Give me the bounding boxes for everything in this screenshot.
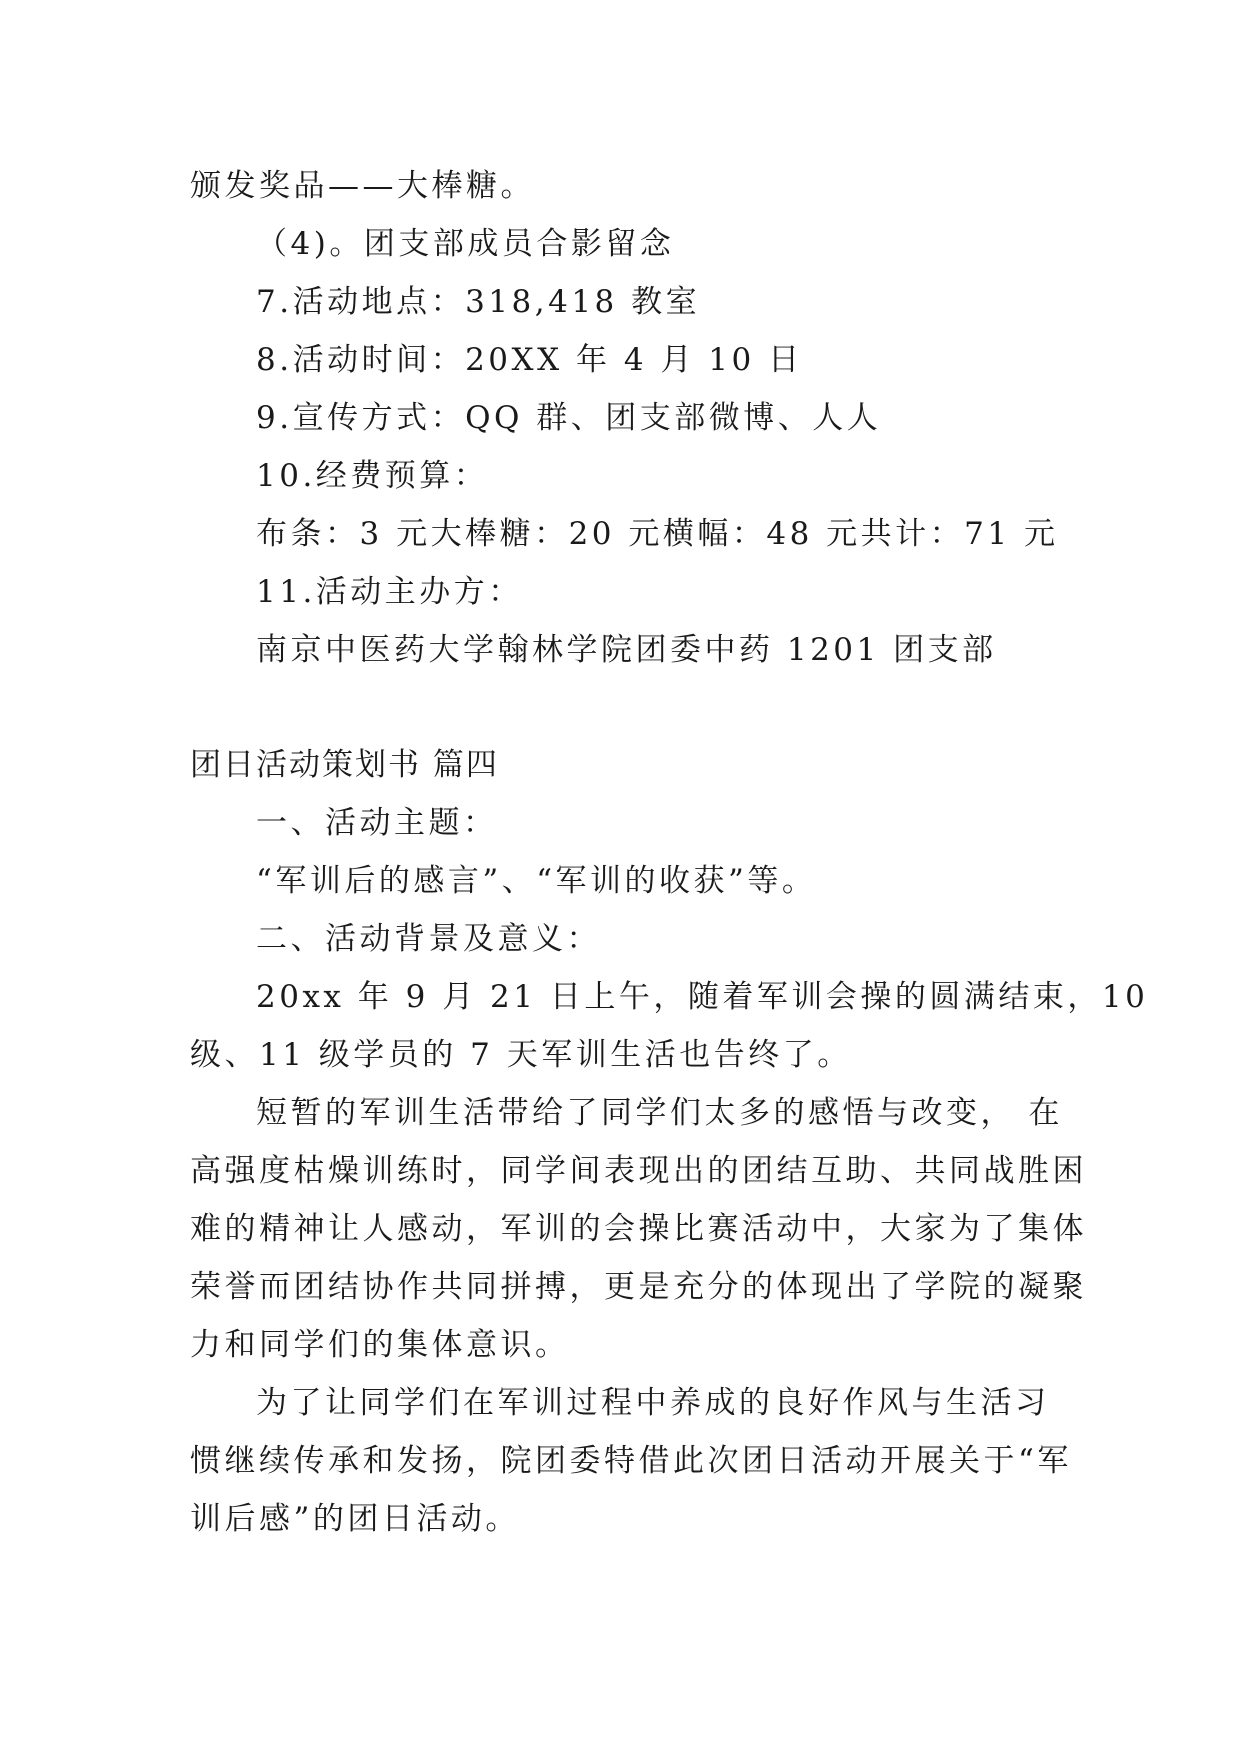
paragraph-1-line-1: 20xx 年 9 月 21 日上午，随着军训会操的圆满结束，10 [256, 979, 1149, 1015]
location-line: 7.活动地点：318,418 教室 [256, 284, 701, 320]
budget-title: 10.经费预算： [256, 458, 489, 494]
paragraph-2-line-3: 难的精神让人感动，军训的会操比赛活动中，大家为了集体 [190, 1211, 1087, 1247]
publicity-line: 9.宣传方式：QQ 群、团支部微博、人人 [256, 400, 882, 436]
theme-line: “军训后的感言”、“军训的收获”等。 [256, 863, 817, 899]
organizer-title: 11.活动主办方： [256, 574, 523, 610]
paragraph-1-line-2: 级、11 级学员的 7 天军训生活也告终了。 [190, 1037, 852, 1073]
paragraph-2-line-4: 荣誉而团结协作共同拼搏，更是充分的体现出了学院的凝聚 [190, 1269, 1087, 1305]
background-title: 二、活动背景及意义： [256, 921, 601, 957]
organizer-line: 南京中医药大学翰林学院团委中药 1201 团支部 [256, 632, 997, 668]
time-line: 8.活动时间：20XX 年 4 月 10 日 [256, 342, 803, 378]
paragraph-3-line-3: 训后感”的团日活动。 [190, 1501, 520, 1537]
section-heading: 团日活动策划书 篇四 [190, 747, 499, 783]
budget-items: 布条：3 元大棒糖：20 元横幅：48 元共计：71 元 [256, 516, 1059, 552]
paragraph-3-line-2: 惯继续传承和发扬，院团委特借此次团日活动开展关于“军 [190, 1443, 1072, 1479]
prize-line: 颁发奖品——大棒糖。 [190, 168, 535, 204]
paragraph-3-line-1: 为了让同学们在军训过程中养成的良好作风与生活习 [256, 1385, 1050, 1421]
paragraph-2-line-5: 力和同学们的集体意识。 [190, 1327, 570, 1363]
paragraph-2-line-1: 短暂的军训生活带给了同学们太多的感悟与改变， 在 [256, 1095, 1063, 1131]
paragraph-2-line-2: 高强度枯燥训练时，同学间表现出的团结互助、共同战胜困 [190, 1153, 1087, 1189]
step-4-line: （4)。团支部成员合影留念 [256, 226, 675, 262]
theme-title: 一、活动主题： [256, 805, 498, 841]
